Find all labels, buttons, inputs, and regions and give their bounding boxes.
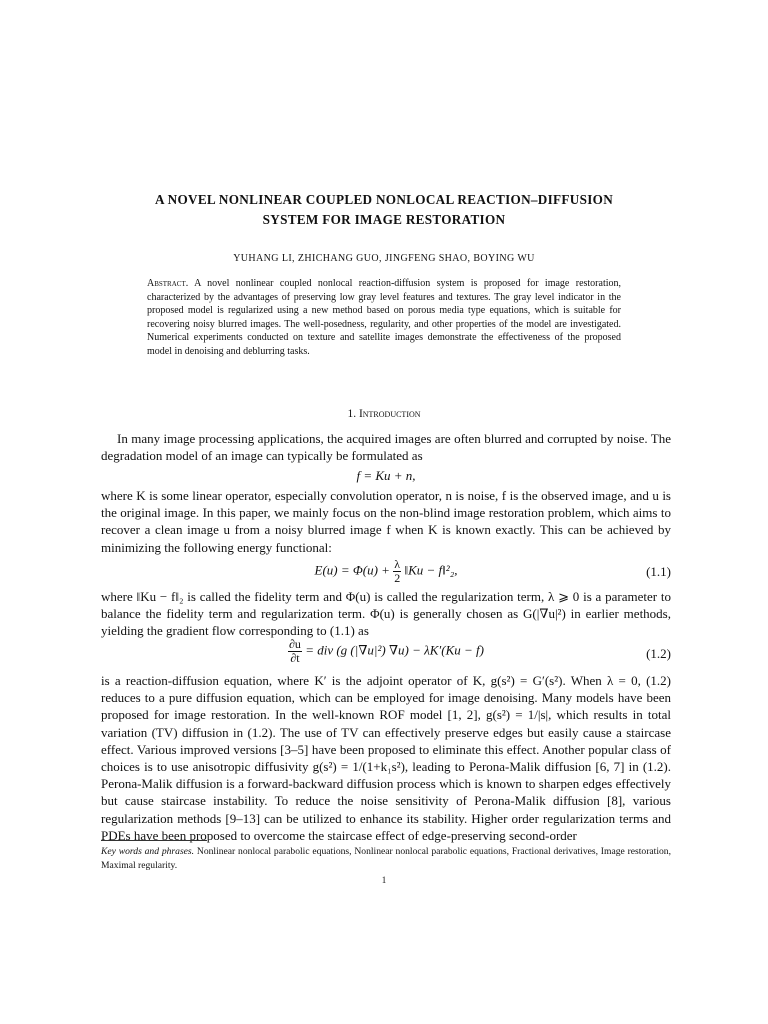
footnote-label: Key words and phrases. — [101, 846, 195, 857]
section-heading — [100, 408, 668, 420]
eq1-frac-den: 2 — [394, 571, 401, 585]
title-line-2: SYSTEM FOR IMAGE RESTORATION — [262, 212, 506, 227]
footnote-divider — [101, 840, 207, 841]
equation-1-2 — [101, 638, 671, 665]
abstract-label: Abstract. — [147, 278, 189, 289]
paragraph-2: where K is some linear operator, especially convolution operator, n is noise, f is the observed image, and u is the original image. In this paper, we mainly focus on the non-blind image restoration problem, which aims to recover a clean image u from a noisy blurred image f when K is known exactly. This can be achieved by minimizing the following energy functional: — [101, 488, 671, 555]
section-title: Introduction — [358, 408, 421, 420]
abstract-text: A novel nonlinear coupled nonlocal reaction-diffusion system is proposed for image restoration, characterized by the advantages of preserving low gray level features and textures. The gray level indicator in the proposed model is regularized using a new method based on porous media type equations, which is suitable for recovering noisy blurred images. The well-posedness, regularity, and other properties of the model are investigated. Numerical experiments conducted on texture and satellite images demonstrate the effectiveness of the proposed model in denoising and deblurring tasks. — [147, 278, 621, 357]
equation-degradation — [101, 468, 671, 484]
section-number: 1. — [347, 408, 357, 420]
eq2-frac-num: ∂u — [289, 637, 301, 651]
eq2-rhs: = div (g (|∇u|²) ∇u) − λK′(Ku − f) — [305, 642, 484, 658]
eq1-number: (1.1) — [646, 564, 671, 579]
eq2-fraction — [288, 638, 302, 665]
paragraph-1: In many image processing applications, the acquired images are often blurred and corrupted by noise. The degradation model of an image can typically be formulated as — [101, 431, 671, 464]
title-line-1: A NOVEL NONLINEAR COUPLED NONLOCAL REACTION–DIFFUSION — [154, 192, 614, 207]
author-list: YUHANG LI, ZHICHANG GUO, JINGFENG SHAO, BOYING WU — [233, 253, 535, 264]
paper-title — [100, 190, 668, 230]
eq1-frac-num: λ — [394, 557, 401, 571]
eq2-frac-den: ∂t — [290, 651, 300, 665]
footnote-keywords — [101, 845, 671, 872]
eq2-number: (1.2) — [646, 646, 671, 661]
eq1-fraction — [393, 558, 401, 585]
paragraph-4: is a reaction-diffusion equation, where K′ is the adjoint operator of K, g(s²) = G′(s²). When λ = 0, (1.2) reduces to a pure diffusion equation, which can be employed for image denoising. Many models have been proposed for image restoration. In the well-known ROF model [1, 2], g(s²) = 1/|s|, which results in total variation (TV) diffusion in (1.2). The use of TV can effectively preserve edges but easily cause a staircase effect. Various improved versions [3–5] have been proposed to eliminate this effect. Another popular class of choices is to use anisotropic diffusivity g(s²) = 1/(1+k₁s²), leading to Perona-Malik diffusion [6, 7] in (1.2). Perona-Malik diffusion is a forward-backward diffusion process which is known to sharpen edges effectively but cause staircase instability. To reduce the noise sensitivity of Perona-Malik diffusion [8], various regularization methods [9–13] can be utilized to enhance its stability. Higher order regularization terms and PDEs have been proposed to overcome the staircase effect of edge-preserving second-order — [101, 673, 671, 843]
equation-1-1 — [101, 558, 671, 585]
eq1-lhs: E(u) = Φ(u) + — [314, 562, 390, 578]
equation-degradation-text: f = Ku + n, — [356, 468, 416, 483]
footnote-text: Nonlinear nonlocal parabolic equations, Nonlinear nonlocal parabolic equations, Fractional derivatives, Image restoration, Maximal regularity. — [101, 846, 672, 871]
abstract — [147, 277, 621, 359]
eq1-rhs: ‖Ku − f‖²₂, — [404, 562, 458, 578]
page-number: 1 — [381, 875, 387, 885]
paragraph-3: where ‖Ku − f‖₂ is called the fidelity term and Φ(u) is called the regularization term, λ ⩾ 0 is a parameter to balance the fidelity term and regularization term. Φ(u) is generally chosen as G(|∇u|²) in earlier methods, yielding the gradient flow corresponding to (1.1) as — [101, 589, 671, 639]
